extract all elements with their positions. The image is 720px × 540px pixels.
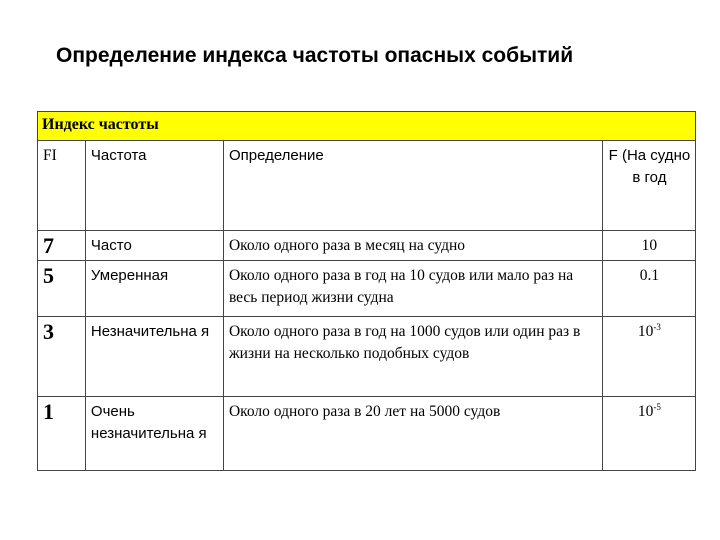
definition-cell: Около одного раза в год на 10 судов или мало раз на весь период жизни судна	[223, 261, 602, 317]
f-exponent: -5	[653, 402, 661, 412]
f-cell	[602, 317, 695, 397]
frequency-cell: Незначительна я	[85, 317, 223, 397]
f-base: 10	[641, 237, 658, 254]
definition-cell: Около одного раза в год на 1000 судов или один раз в жизни на несколько подобных судов	[223, 317, 602, 397]
table-header-label: Индекс частоты	[38, 112, 696, 141]
f-cell	[602, 397, 695, 471]
column-header-definition: Определение	[223, 141, 602, 231]
fi-value: 7	[38, 231, 86, 261]
f-base: 0.1	[639, 267, 660, 284]
table-header-row	[38, 112, 696, 141]
frequency-cell: Часто	[85, 231, 223, 261]
f-base: 10	[637, 323, 654, 340]
table-row	[38, 397, 696, 471]
slide-title: Определение индекса частоты опасных событий	[56, 44, 574, 67]
definition-cell: Около одного раза в 20 лет на 5000 судов	[223, 397, 602, 471]
f-cell	[602, 231, 695, 261]
frequency-cell: Умеренная	[85, 261, 223, 317]
fi-value: 3	[38, 317, 86, 397]
fi-value: 1	[38, 397, 86, 471]
table-row	[38, 261, 696, 317]
definition-cell: Около одного раза в месяц на судно	[223, 231, 602, 261]
frequency-index-table	[37, 111, 696, 471]
column-header-fi: FI	[38, 141, 86, 231]
frequency-cell: Очень незначительна я	[85, 397, 223, 471]
f-exponent: -3	[653, 322, 661, 332]
f-base: 10	[637, 403, 654, 420]
column-header-frequency: Частота	[85, 141, 223, 231]
column-header-row	[38, 141, 696, 231]
fi-value: 5	[38, 261, 86, 317]
table-row	[38, 317, 696, 397]
column-header-f: F (На судно в год	[602, 141, 695, 231]
f-cell	[602, 261, 695, 317]
table-row	[38, 231, 696, 261]
